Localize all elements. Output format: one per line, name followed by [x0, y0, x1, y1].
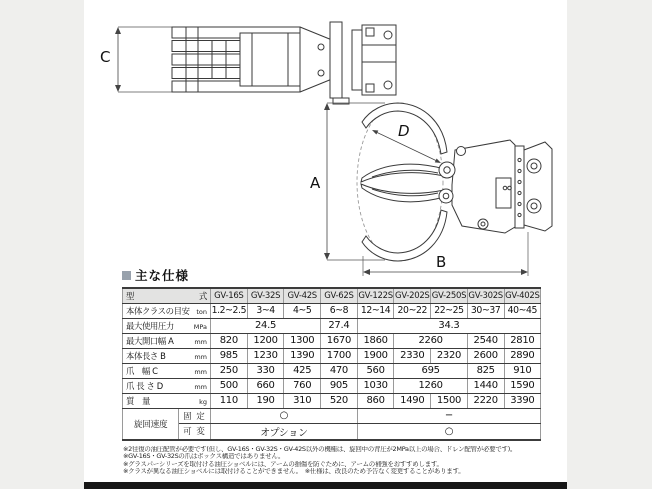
spec-value-cell: 40~45	[504, 303, 541, 318]
model-header: GV-16S	[211, 288, 248, 303]
spec-value-cell: 1900	[357, 348, 394, 363]
spec-value-cell: 4~5	[284, 303, 321, 318]
spec-row-label-main: 質 量	[126, 395, 150, 406]
footnote-line: ※クラスが異なる油圧ショベルには取付けることができません。 ※仕様は、改良のため予告なく変更することがあります。	[123, 468, 465, 476]
spec-row-label	[123, 318, 211, 333]
model-label-right: 式	[199, 290, 207, 301]
spec-row-label-text	[123, 395, 210, 407]
spec-row-unit: mm	[194, 367, 207, 376]
spec-value-cell: 470	[321, 363, 358, 378]
spec-value-cell: 1.2~2.5	[211, 305, 247, 316]
top-view-drawing	[100, 22, 396, 104]
spec-value-cell: 3~4	[247, 303, 284, 318]
model-header: GV-62S	[321, 288, 358, 303]
spec-value-cell: 2810	[504, 333, 541, 348]
spec-table-container	[122, 287, 541, 441]
spec-row-label-text	[123, 365, 210, 377]
spec-row-unit: mm	[194, 337, 207, 346]
spec-row-unit: mm	[194, 382, 207, 391]
spec-row	[123, 348, 541, 363]
footnote-line: ※2往復の油圧配管が必要です(但し、GV-16S・GV-32S・GV-42S以外の機種は、旋回中の背圧が2MPa以上の場合、ドレン配管が必要です)。	[123, 446, 517, 453]
spec-value-cell: 820	[211, 333, 248, 348]
model-header: GV-32S	[247, 288, 284, 303]
spec-row-label	[123, 378, 211, 393]
spec-value-cell: 2320	[431, 348, 468, 363]
model-header: GV-202S	[394, 288, 431, 303]
spec-row-label-main: 爪 長 さ D	[126, 380, 163, 391]
spec-table-header	[123, 288, 541, 303]
spec-value-cell: 520	[321, 393, 358, 408]
spec-value-cell: 2330	[394, 348, 431, 363]
spec-value-cell: 30~37	[467, 303, 504, 318]
spec-value-cell: 905	[321, 378, 358, 393]
model-header: GV-402S	[504, 288, 541, 303]
dim-label-d: D	[398, 122, 410, 140]
spec-value-cell: 330	[247, 363, 284, 378]
swing-value-cell: ○	[357, 423, 540, 440]
dim-label-c: C	[100, 48, 111, 66]
spec-row-label	[123, 363, 211, 378]
spec-value-cell: 1590	[504, 378, 541, 393]
spec-value-cell: 110	[211, 393, 248, 408]
spec-value-cell: 1030	[357, 378, 394, 393]
spec-value-cell: 1300	[284, 333, 321, 348]
spec-value-cell: 6~8	[321, 303, 358, 318]
heading-bullet-icon	[122, 271, 131, 280]
spec-value-cell: 1440	[467, 378, 504, 393]
spec-row-unit: ton	[196, 307, 207, 316]
swing-row	[123, 408, 541, 423]
spec-row	[123, 393, 541, 408]
spec-header-row	[123, 288, 541, 303]
spec-row	[123, 363, 541, 378]
page-bottom-bar	[84, 482, 567, 489]
spec-value-cell: 1230	[247, 348, 284, 363]
swing-row	[123, 423, 541, 440]
spec-value-cell: 2600	[467, 348, 504, 363]
spec-value-cell: 1390	[284, 348, 321, 363]
swing-sub-label: 可 変	[179, 423, 211, 440]
spec-value-cell: 34.3	[357, 318, 540, 333]
swing-group-label: 旋回速度	[123, 408, 179, 440]
spec-row-unit: kg	[199, 397, 207, 406]
spec-row-unit: MPa	[193, 322, 207, 331]
spec-row-label-main: 最大使用圧力	[126, 320, 174, 331]
footnotes	[123, 446, 551, 476]
spec-row-label-text	[123, 320, 210, 332]
spec-row-label-main: 本体クラスの目安	[126, 305, 190, 316]
footnote-line: ※GV-16S・GV-32Sの爪はボックス構造ではありません。	[123, 453, 285, 461]
spec-row-unit: mm	[194, 352, 207, 361]
footnote-line: ※グラスパーシリーズを取付ける油圧ショベルには、アームの損傷を防ぐために、アームの補強をおすすめします。	[123, 460, 443, 468]
model-header: GV-122S	[357, 288, 394, 303]
spec-value-cell: 310	[284, 393, 321, 408]
dim-label-b: B	[436, 253, 447, 271]
spec-value-cell: 1670	[321, 333, 358, 348]
swing-value-cell: −	[357, 408, 540, 423]
spec-row-label	[123, 348, 211, 363]
dim-label-a: A	[310, 174, 321, 192]
model-row-label-text	[123, 290, 210, 302]
spec-row-label-main: 爪 幅 C	[126, 365, 158, 376]
spec-value-cell: 760	[284, 378, 321, 393]
spec-row-label-main: 最大開口幅 A	[126, 335, 174, 346]
model-header: GV-42S	[284, 288, 321, 303]
swing-value-cell: ○	[211, 408, 358, 423]
spec-row-label-text	[123, 305, 210, 317]
spec-value-cell: 825	[467, 363, 504, 378]
spec-table	[122, 287, 541, 441]
spec-row-label-text	[123, 380, 210, 392]
spec-value-cell: 560	[357, 363, 394, 378]
spec-table-body	[123, 303, 541, 440]
model-label-left: 型	[126, 290, 134, 301]
section-heading-label: 主な仕様	[135, 268, 190, 283]
spec-value-cell: 500	[211, 378, 248, 393]
swing-value-cell: オプション	[211, 423, 358, 440]
spec-value-cell: 24.5	[211, 318, 321, 333]
spec-value-cell: 2220	[467, 393, 504, 408]
spec-row-label	[123, 333, 211, 348]
spec-value-cell: 1200	[247, 333, 284, 348]
spec-value-cell: 1490	[394, 393, 431, 408]
model-header: GV-302S	[467, 288, 504, 303]
spec-value-cell: 22~25	[431, 303, 468, 318]
section-heading	[122, 266, 189, 284]
spec-value-cell: 190	[247, 393, 284, 408]
spec-value-cell: 695	[394, 363, 467, 378]
spec-value-cell: 27.4	[321, 318, 358, 333]
spec-row	[123, 303, 541, 318]
spec-value-cell: 1500	[431, 393, 468, 408]
spec-value-cell: 425	[284, 363, 321, 378]
spec-value-cell: 2540	[467, 333, 504, 348]
spec-value-cell: 660	[247, 378, 284, 393]
spec-row-label-main: 本体長さ B	[126, 350, 166, 361]
spec-value-cell: 2260	[394, 333, 467, 348]
spec-value-cell: 1260	[394, 378, 467, 393]
spec-value-cell: 2890	[504, 348, 541, 363]
swing-sub-label: 固 定	[179, 408, 211, 423]
spec-row	[123, 378, 541, 393]
model-row-label	[123, 288, 211, 303]
spec-row-label	[123, 393, 211, 408]
technical-drawing	[84, 0, 568, 285]
side-view-drawing	[310, 103, 552, 276]
spec-value-cell: 250	[211, 363, 248, 378]
spec-value-cell: 1860	[357, 333, 394, 348]
spec-value-cell: 1700	[321, 348, 358, 363]
spec-row	[123, 333, 541, 348]
spec-value-cell: 12~14	[357, 303, 394, 318]
spec-row-label	[123, 303, 211, 318]
spec-row-label-text	[123, 350, 210, 362]
spec-row-label-text	[123, 335, 210, 347]
spec-value-cell: 860	[357, 393, 394, 408]
spec-value-cell: 3390	[504, 393, 541, 408]
spec-value-cell: 985	[211, 348, 248, 363]
spec-value-cell: 20~22	[394, 303, 431, 318]
spec-value-cell: 910	[504, 363, 541, 378]
spec-row	[123, 318, 541, 333]
model-header: GV-250S	[431, 288, 468, 303]
